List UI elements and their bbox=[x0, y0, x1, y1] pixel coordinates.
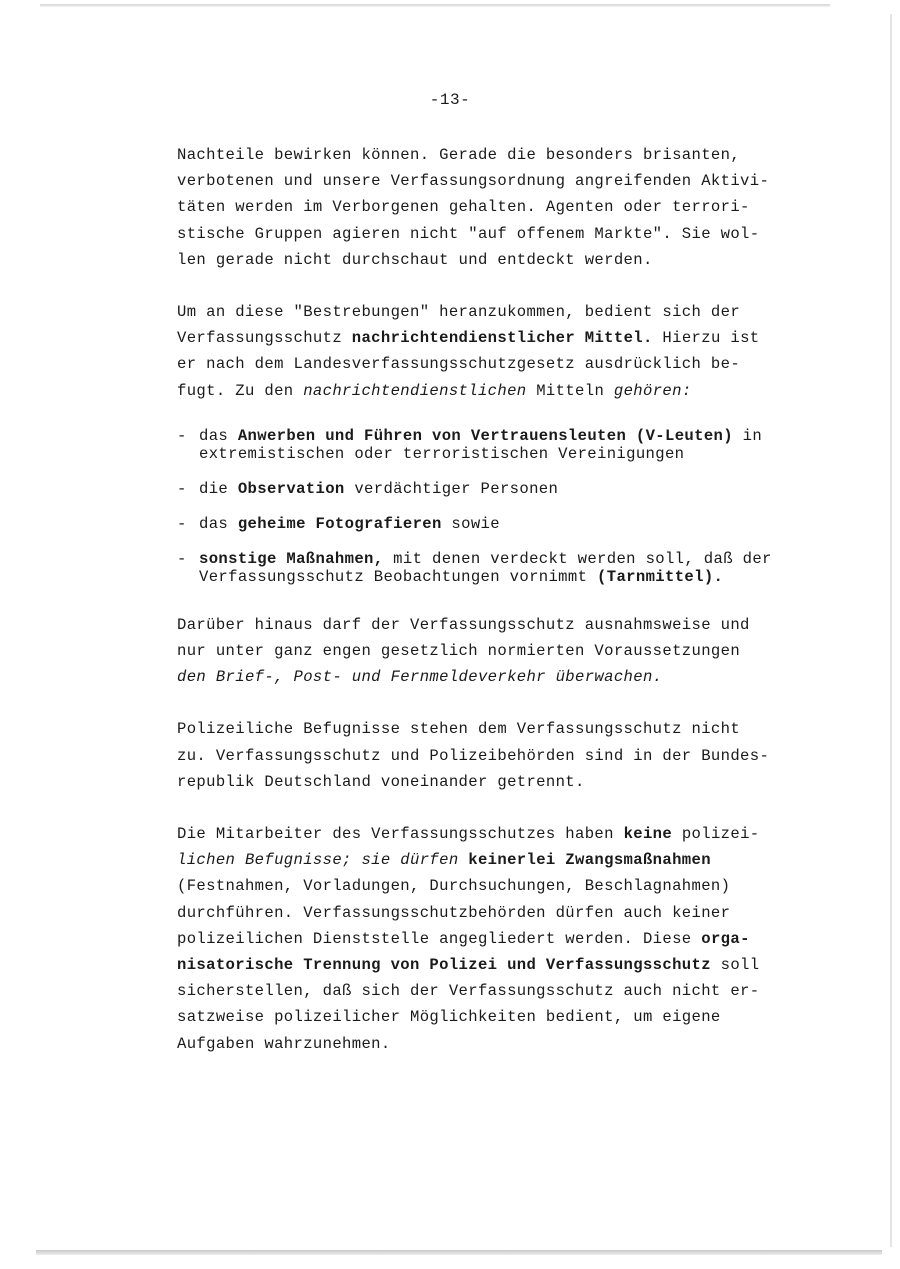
bullet-dash: - bbox=[177, 426, 187, 445]
bold-term: Anwerben und Führen von Vertrauensleuten (V-Leuten) bbox=[237, 426, 733, 445]
paragraph-5 bbox=[177, 821, 847, 1057]
text-span: die bbox=[199, 479, 238, 498]
text-line: sicherstellen, daß sich der Verfassungsschutz auch nicht er- bbox=[177, 982, 760, 1001]
italic-term: nachrichtendienstlichen bbox=[303, 381, 527, 400]
text-span: in bbox=[732, 426, 763, 445]
text-span: polizeilichen Dienststelle angegliedert werden. Diese bbox=[177, 929, 702, 948]
text-line bbox=[177, 325, 847, 351]
italic-term: gehören: bbox=[613, 381, 692, 400]
text-span: Die Mitarbeiter des Verfassungsschutzes haben bbox=[177, 825, 624, 844]
bold-term: nisatorische Trennung von Polizei und Verfassungsschutz bbox=[177, 956, 711, 975]
list-item bbox=[177, 480, 847, 498]
text-line: len gerade nicht durchschaut und entdeckt werden. bbox=[177, 250, 653, 269]
text-span: Mitteln bbox=[526, 381, 614, 400]
text-line: (Festnahmen, Vorladungen, Durchsuchungen, Beschlagnahmen) bbox=[177, 877, 731, 896]
text-line: er nach dem Landesverfassungsschutzgesetz ausdrücklich be- bbox=[177, 355, 741, 374]
means-list bbox=[177, 427, 847, 586]
list-item bbox=[177, 550, 847, 586]
text-line: Aufgaben wahrzunehmen. bbox=[177, 1034, 391, 1053]
text-line bbox=[177, 378, 847, 404]
list-item bbox=[177, 427, 847, 463]
italic-term: lichen Befugnisse; sie dürfen bbox=[177, 851, 469, 870]
text-span: polizei- bbox=[672, 825, 760, 844]
list-item bbox=[177, 515, 847, 533]
text-span: mit denen verdeckt werden soll, daß der bbox=[383, 549, 772, 568]
text-span: fugt. Zu den bbox=[177, 381, 304, 400]
text-line: Darüber hinaus darf der Verfassungsschutz ausnahmsweise und bbox=[177, 615, 750, 634]
bullet-dash: - bbox=[177, 549, 187, 568]
paragraph-1 bbox=[177, 142, 847, 273]
bold-term: keinerlei Zwangsmaßnahmen bbox=[468, 851, 711, 870]
bold-term: orga- bbox=[701, 929, 750, 948]
text-line: Nachteile bewirken können. Gerade die besonders brisanten, bbox=[177, 146, 741, 164]
page-number: -13- bbox=[429, 91, 471, 109]
text-span: Verfassungsschutz bbox=[177, 329, 352, 348]
text-line: verbotenen und unsere Verfassungsordnung angreifenden Aktivi- bbox=[177, 172, 770, 191]
bullet-dash: - bbox=[177, 514, 187, 533]
text-line bbox=[199, 515, 847, 533]
bold-term: (Tarnmittel). bbox=[597, 567, 724, 586]
bold-term: sonstige Maßnahmen, bbox=[199, 549, 384, 568]
paragraph-4 bbox=[177, 716, 847, 795]
text-span: Hierzu ist bbox=[652, 329, 760, 348]
document-body bbox=[177, 142, 847, 1057]
text-line bbox=[177, 952, 847, 978]
text-line: stische Gruppen agieren nicht "auf offenem Markte". Sie wol- bbox=[177, 224, 760, 243]
text-line bbox=[199, 427, 847, 445]
paragraph-2 bbox=[177, 299, 847, 404]
scan-edge-bottom bbox=[36, 1250, 882, 1255]
text-span: verdächtiger Personen bbox=[344, 479, 559, 498]
text-line: republik Deutschland voneinander getrennt. bbox=[177, 772, 585, 791]
text-line: satzweise polizeilicher Möglichkeiten bedient, um eigene bbox=[177, 1008, 721, 1027]
text-line bbox=[177, 926, 847, 952]
bold-term: Observation bbox=[237, 479, 345, 498]
bold-term: geheime Fotografieren bbox=[237, 514, 442, 533]
text-line bbox=[199, 480, 847, 498]
text-line bbox=[199, 568, 847, 586]
paragraph-3 bbox=[177, 612, 847, 691]
text-line bbox=[177, 821, 847, 847]
text-line: extremistischen oder terroristischen Vereinigungen bbox=[199, 444, 685, 463]
bold-term: nachrichtendienstlicher Mittel. bbox=[351, 329, 653, 348]
text-span: das bbox=[199, 514, 238, 533]
text-line bbox=[177, 664, 847, 690]
text-line: täten werden im Verborgenen gehalten. Agenten oder terrori- bbox=[177, 198, 750, 217]
italic-term: den Brief-, Post- und Fernmeldeverkehr überwachen. bbox=[177, 668, 663, 687]
text-line: durchführen. Verfassungsschutzbehörden dürfen auch keiner bbox=[177, 903, 731, 922]
text-line bbox=[199, 550, 847, 568]
scan-edge-top bbox=[40, 4, 830, 7]
text-span: sowie bbox=[441, 514, 500, 533]
text-line: zu. Verfassungsschutz und Polizeibehörden sind in der Bundes- bbox=[177, 746, 770, 765]
scan-edge-right bbox=[890, 14, 892, 1247]
text-line: nur unter ganz engen gesetzlich normierten Voraussetzungen bbox=[177, 642, 741, 661]
text-line: Um an diese "Bestrebungen" heranzukommen, bedient sich der bbox=[177, 303, 741, 322]
text-line bbox=[177, 847, 847, 873]
text-span: Verfassungsschutz Beobachtungen vornimmt bbox=[199, 567, 598, 586]
text-span: soll bbox=[710, 956, 760, 975]
text-span: das bbox=[199, 426, 238, 445]
text-line: Polizeiliche Befugnisse stehen dem Verfassungsschutz nicht bbox=[177, 720, 741, 739]
bold-term: keine bbox=[623, 825, 673, 844]
bullet-dash: - bbox=[177, 479, 187, 498]
